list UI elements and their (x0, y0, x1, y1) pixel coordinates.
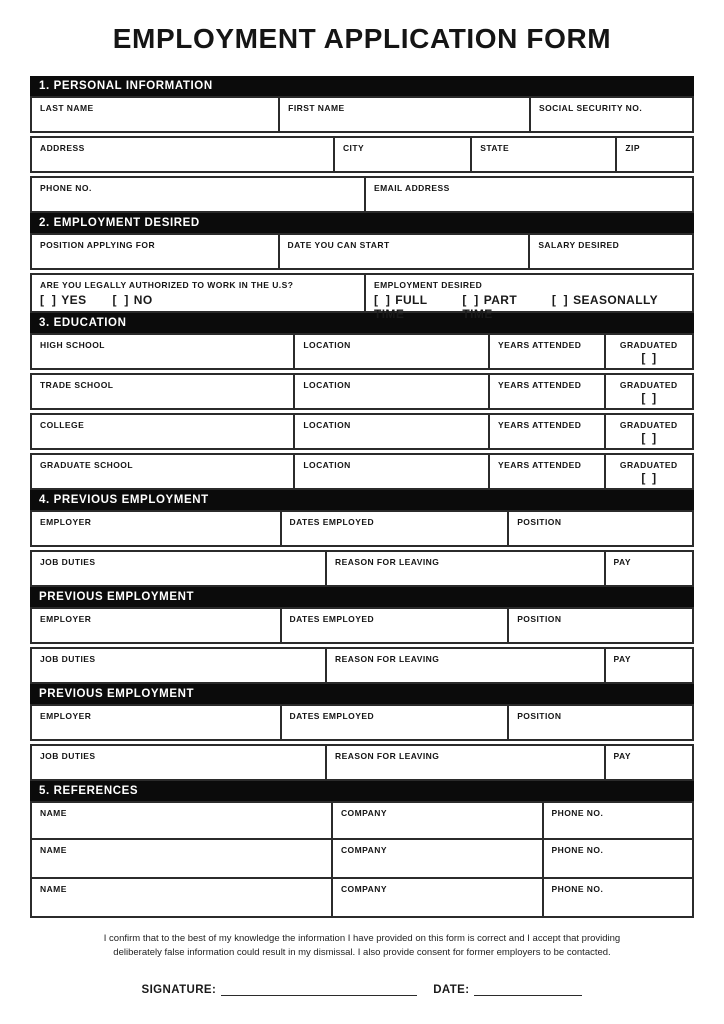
years-attended-label: YEARS ATTENDED (498, 340, 582, 350)
checkbox-seasonally-label: SEASONALLY (573, 293, 658, 307)
first-name-field[interactable] (278, 98, 529, 131)
previous-employment-3-row-2 (30, 744, 694, 781)
city-label: CITY (342, 143, 365, 153)
reason-for-leaving-field[interactable] (325, 552, 604, 585)
last-name-field[interactable] (32, 98, 278, 131)
high-school-field[interactable] (32, 335, 293, 368)
reason-for-leaving-field[interactable] (325, 746, 604, 779)
dates-employed-label: DATES EMPLOYED (289, 711, 375, 721)
reference-company-field[interactable] (331, 879, 542, 916)
work-authorization-label: ARE YOU LEGALLY AUTHORIZED TO WORK IN THE U.S? (40, 280, 294, 290)
graduated-field (604, 415, 692, 448)
employment-desired-row-2 (30, 273, 694, 321)
graduated-field (604, 455, 692, 488)
section-header-personal-information: 1. PERSONAL INFORMATION (30, 76, 694, 96)
previous-employment-2-row-2 (30, 647, 694, 684)
employer-label: EMPLOYER (40, 711, 92, 721)
location-field[interactable] (293, 335, 488, 368)
education-row-high-school (30, 333, 694, 370)
position-applying-label: POSITION APPLYING FOR (40, 240, 156, 250)
salary-desired-label: SALARY DESIRED (538, 240, 620, 250)
graduated-label: GRADUATED (619, 460, 678, 470)
reference-phone-field[interactable] (542, 879, 692, 916)
reason-for-leaving-label: REASON FOR LEAVING (335, 751, 440, 761)
trade-school-label: TRADE SCHOOL (40, 380, 114, 390)
ssn-field[interactable] (529, 98, 692, 131)
address-field[interactable] (32, 138, 333, 171)
previous-employment-1-row-2 (30, 550, 694, 587)
location-field[interactable] (293, 455, 488, 488)
start-date-label: DATE YOU CAN START (287, 240, 390, 250)
reference-company-field[interactable] (331, 840, 542, 877)
employment-type-field (364, 275, 692, 321)
years-attended-label: YEARS ATTENDED (498, 460, 582, 470)
position-field[interactable] (507, 706, 692, 739)
reference-row-2 (30, 840, 694, 879)
section-header-previous-employment-2: PREVIOUS EMPLOYMENT (30, 587, 694, 607)
state-label: STATE (480, 143, 510, 153)
reference-row-3 (30, 879, 694, 918)
zip-label: ZIP (625, 143, 640, 153)
reference-company-field[interactable] (331, 803, 542, 838)
job-duties-field[interactable] (32, 746, 325, 779)
checkbox-part-time-label: PART TIME (462, 293, 518, 321)
position-label: POSITION (517, 614, 562, 624)
checkbox-yes-label: YES (61, 293, 87, 307)
section-header-employment-desired: 2. EMPLOYMENT DESIRED (30, 213, 694, 233)
employment-type-label: EMPLOYMENT DESIRED (373, 280, 483, 290)
date-label: DATE: (433, 983, 470, 996)
signature-row (30, 983, 694, 996)
previous-employment-2-row-1 (30, 607, 694, 644)
address-label: ADDRESS (40, 143, 85, 153)
pay-label: PAY (613, 557, 631, 567)
reference-phone-field[interactable] (542, 840, 692, 877)
college-field[interactable] (32, 415, 293, 448)
signature-label: SIGNATURE: (141, 983, 217, 996)
pay-field[interactable] (604, 746, 692, 779)
position-label: POSITION (517, 711, 562, 721)
dates-employed-label: DATES EMPLOYED (289, 614, 375, 624)
employment-desired-row-1 (30, 233, 694, 270)
checkbox-graduated[interactable]: [ ] (641, 351, 657, 365)
checkbox-part-time[interactable] (462, 293, 525, 321)
start-date-field[interactable] (278, 235, 529, 268)
pay-field[interactable] (604, 552, 692, 585)
trade-school-field[interactable] (32, 375, 293, 408)
years-attended-label: YEARS ATTENDED (498, 380, 582, 390)
checkbox-icon: [ ] (551, 293, 569, 307)
education-row-college (30, 413, 694, 450)
reference-name-label: NAME (40, 808, 67, 818)
graduated-label: GRADUATED (619, 380, 678, 390)
personal-row-1 (30, 96, 694, 133)
location-label: LOCATION (303, 380, 351, 390)
education-row-graduate-school (30, 453, 694, 490)
checkbox-graduated[interactable]: [ ] (641, 431, 657, 445)
dates-employed-label: DATES EMPLOYED (289, 517, 375, 527)
years-attended-label: YEARS ATTENDED (498, 420, 582, 430)
pay-label: PAY (613, 751, 631, 761)
graduated-field (604, 375, 692, 408)
section-header-education: 3. EDUCATION (30, 313, 694, 333)
state-field[interactable] (470, 138, 615, 171)
employer-field[interactable] (32, 706, 280, 739)
graduated-field (604, 335, 692, 368)
reason-for-leaving-label: REASON FOR LEAVING (335, 557, 440, 567)
section-header-previous-employment-1: 4. PREVIOUS EMPLOYMENT (30, 490, 694, 510)
reference-name-label: NAME (40, 845, 67, 855)
location-label: LOCATION (303, 340, 351, 350)
years-attended-field[interactable] (488, 375, 604, 408)
reference-company-label: COMPANY (340, 808, 387, 818)
checkbox-no[interactable] (112, 293, 152, 307)
reason-for-leaving-field[interactable] (325, 649, 604, 682)
ssn-label: SOCIAL SECURITY NO. (538, 103, 643, 113)
last-name-label: LAST NAME (40, 103, 94, 113)
reference-row-1 (30, 801, 694, 840)
dates-employed-field[interactable] (280, 512, 508, 545)
college-label: COLLEGE (40, 420, 85, 430)
location-label: LOCATION (303, 460, 351, 470)
checkbox-icon: [ ] (373, 293, 391, 307)
checkbox-yes[interactable] (40, 293, 86, 307)
location-field[interactable] (293, 375, 488, 408)
employer-field[interactable] (32, 609, 280, 642)
reference-name-label: NAME (40, 884, 67, 894)
graduate-school-field[interactable] (32, 455, 293, 488)
location-label: LOCATION (303, 420, 351, 430)
job-duties-field[interactable] (32, 552, 325, 585)
references-table (30, 801, 694, 918)
previous-employment-1-row-1 (30, 510, 694, 547)
checkbox-full-time-label: FULL TIME (373, 293, 428, 321)
dates-employed-field[interactable] (280, 609, 508, 642)
checkbox-icon: [ ] (40, 293, 57, 307)
work-authorization-field (32, 275, 364, 311)
checkbox-graduated[interactable]: [ ] (641, 471, 657, 485)
years-attended-field[interactable] (488, 415, 604, 448)
disclaimer-text: I confirm that to the best of my knowledge the information I have provided on this form is correct and I accept that providing deliberately false information could result in my dismissal. I also provide consent for former employers to be contacted. (103, 933, 621, 959)
years-attended-field[interactable] (488, 455, 604, 488)
checkbox-no-label: NO (133, 293, 153, 307)
employer-label: EMPLOYER (40, 517, 92, 527)
position-label: POSITION (517, 517, 562, 527)
graduated-label: GRADUATED (619, 340, 678, 350)
pay-label: PAY (613, 654, 631, 664)
location-field[interactable] (293, 415, 488, 448)
dates-employed-field[interactable] (280, 706, 508, 739)
personal-row-2 (30, 136, 694, 173)
signature-line[interactable] (221, 983, 417, 996)
reference-name-field[interactable] (32, 840, 331, 877)
phone-label: PHONE NO. (40, 183, 92, 193)
position-field[interactable] (507, 512, 692, 545)
phone-field[interactable] (32, 178, 364, 211)
education-row-trade-school (30, 373, 694, 410)
work-authorization-options (32, 290, 364, 307)
page-title: EMPLOYMENT APPLICATION FORM (112, 23, 612, 54)
email-field[interactable] (364, 178, 692, 211)
salary-desired-field[interactable] (528, 235, 692, 268)
previous-employment-3-row-1 (30, 704, 694, 741)
reference-name-field[interactable] (32, 879, 331, 916)
graduated-label: GRADUATED (619, 420, 678, 430)
checkbox-full-time[interactable] (374, 293, 436, 321)
job-duties-label: JOB DUTIES (40, 751, 96, 761)
checkbox-seasonally[interactable] (552, 293, 658, 321)
checkbox-icon: [ ] (462, 293, 479, 307)
reference-phone-label: PHONE NO. (551, 845, 604, 855)
employment-type-options (366, 290, 692, 321)
reference-phone-field[interactable] (542, 803, 692, 838)
city-field[interactable] (333, 138, 470, 171)
email-label: EMAIL ADDRESS (373, 183, 450, 193)
reference-company-label: COMPANY (340, 845, 387, 855)
reason-for-leaving-label: REASON FOR LEAVING (335, 654, 440, 664)
reference-phone-label: PHONE NO. (551, 808, 604, 818)
position-applying-field[interactable] (32, 235, 278, 268)
job-duties-label: JOB DUTIES (40, 654, 96, 664)
first-name-label: FIRST NAME (288, 103, 345, 113)
date-line[interactable] (474, 983, 582, 996)
employer-label: EMPLOYER (40, 614, 92, 624)
job-duties-field[interactable] (32, 649, 325, 682)
years-attended-field[interactable] (488, 335, 604, 368)
pay-field[interactable] (604, 649, 692, 682)
reference-phone-label: PHONE NO. (551, 884, 604, 894)
high-school-label: HIGH SCHOOL (40, 340, 105, 350)
section-header-previous-employment-3: PREVIOUS EMPLOYMENT (30, 684, 694, 704)
employer-field[interactable] (32, 512, 280, 545)
checkbox-icon: [ ] (112, 293, 129, 307)
graduate-school-label: GRADUATE SCHOOL (40, 460, 134, 470)
checkbox-graduated[interactable]: [ ] (641, 391, 657, 405)
position-field[interactable] (507, 609, 692, 642)
personal-row-3 (30, 176, 694, 213)
reference-name-field[interactable] (32, 803, 331, 838)
job-duties-label: JOB DUTIES (40, 557, 96, 567)
section-header-references: 5. REFERENCES (30, 781, 694, 801)
zip-field[interactable] (615, 138, 692, 171)
reference-company-label: COMPANY (340, 884, 387, 894)
